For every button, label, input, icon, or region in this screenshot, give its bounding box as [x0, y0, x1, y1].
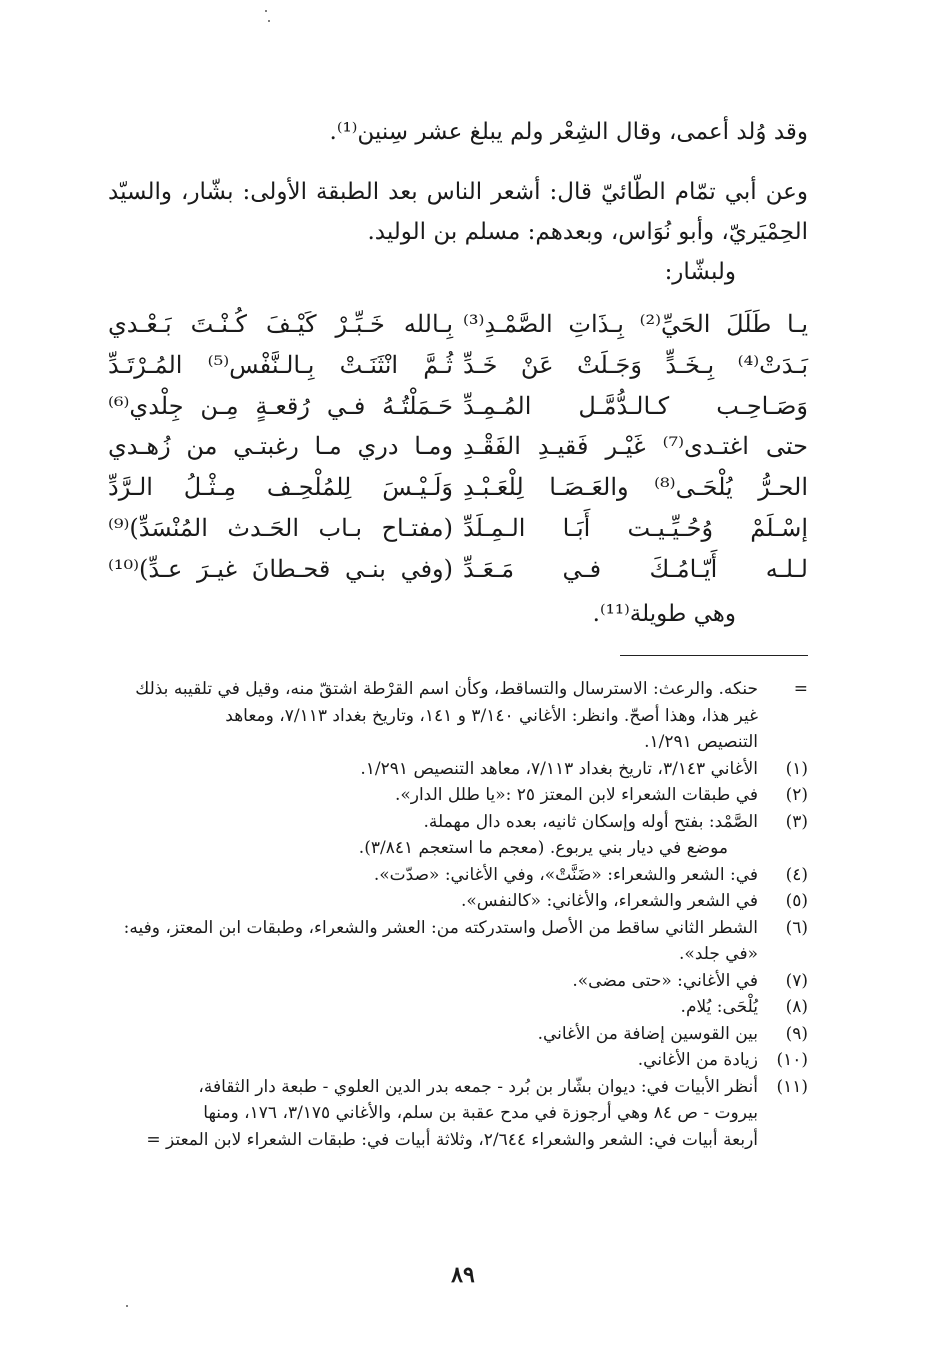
- footnote-number: (٩): [785, 1023, 808, 1044]
- footnote-number: (٧): [785, 970, 808, 991]
- footnote-line: «في جلد».: [679, 944, 758, 964]
- footnote-3: [108, 809, 808, 862]
- verse-hemistich: لـلـه أَيّـامُـكَ فـي مَـعَـدِّ: [463, 554, 808, 583]
- footnote-line: أنظر الأبيات في: ديوان بشّار بن بُرد - جمعه بدر الدين العلوي - طبعة دار الثقافة،: [198, 1076, 758, 1097]
- footnote-continuation: [108, 676, 808, 756]
- footnote-line: في الشعر والشعراء، والأغاني: «كالنفس».: [460, 891, 758, 911]
- footnote-number: (٤): [785, 864, 808, 885]
- verse-hemistich: يـا طَلَلَ الحَيِّ⁽²⁾ بِـذَاتِ الصَّمْـدِ⁽³⁾: [463, 310, 808, 338]
- footnote-line: غير هذا، وهذا أصحّ. وانظر: الأغاني ٣/١٤٠ و ١٤١، وتاريخ بغداد ٧/١١٣، ومعاهد: [225, 705, 758, 726]
- footnote-6: [108, 915, 808, 968]
- footnote-line: زيادة من الأغاني.: [637, 1050, 758, 1070]
- verse-hemistich: ثُـمَّ انْثَنَـتْ بِـالـنَّفْس⁽⁵⁾ المُـرْتَـدِّ: [108, 350, 453, 379]
- verse-hemistich: ومـا دري مـا رغبتـي من زُهـدي: [108, 432, 453, 461]
- poem-left-column: [108, 304, 453, 590]
- footnote-8: [108, 994, 808, 1021]
- footnote-5: [108, 888, 808, 915]
- verse-hemistich: حتى اغتـدى⁽⁷⁾ غَيْـر فَقيـدِ الفَقْـدِ: [463, 432, 808, 461]
- footnote-line: بيروت - ص ٨٤ وهي أرجوزة في مدح عقبة بن سلم، والأغاني ٣/١٧٥، ١٧٦، ومنها: [203, 1103, 758, 1123]
- verse-hemistich: (وفي بنـي قحـطانَ غيـرَ عـدِّ)⁽¹⁰⁾: [108, 554, 453, 583]
- footnote-line: التنصيص ١/٢٩١.: [644, 732, 758, 752]
- footnote-line: الأغاني ٣/١٤٣، تاريخ بغداد ٧/١١٣، معاهد التنصيص ١/٢٩١.: [360, 758, 758, 779]
- footnote-line: الشطر الثاني ساقط من الأصل واستدركته من: العشر والشعراء، وطبقات ابن المعتز، وفيه:: [123, 917, 758, 938]
- verse-hemistich: بِـالله خَـبِّـرْ كَيْـفَ كُـنْـتَ بَـعْـدي: [108, 310, 453, 338]
- footnote-line: في: الشعر والشعراء: «ضَنَّتْ»، وفي الأغاني: «صدّت».: [373, 864, 758, 885]
- footnote-line: حنكه. والرعث: الاسترسال والتساقط، وكأن اسم القرْطة اشتقّ منه، وقيل في تلقيبه بذلك: [135, 679, 758, 699]
- footnote-number: (١): [785, 758, 808, 779]
- scan-speck: [126, 1305, 128, 1307]
- footnote-number: (١٠): [776, 1050, 808, 1070]
- footnote-line: الصَّمْد: بفتح أوله وإسكان ثانيه، بعده دال مهملة.: [423, 811, 758, 832]
- footnote-number: (٨): [785, 997, 808, 1017]
- verse-hemistich: وَلَـيْـسَ لِلمُلْحِـف مِـثْـلُ الـرَّدِّ: [108, 473, 453, 502]
- footnote-divider: [620, 655, 808, 656]
- footnote-number: (٢): [785, 785, 808, 805]
- verse-hemistich: وَصَـاحِـب كـالـدُّمَّـل المُـمِـدِّ: [463, 391, 808, 420]
- poem: [108, 304, 808, 634]
- verse-hemistich: بَـدَتْ⁽⁴⁾ بِـخَـدٍّ وَجَـلَتْ عَنْ خَـدِّ: [463, 350, 808, 379]
- verse-hemistich: حَـمَلْتُـهُ فـي رُقعـةٍ مِـن جِلْدي⁽⁶⁾: [108, 391, 453, 420]
- footnotes: [108, 676, 808, 1153]
- verse-hemistich: (مفتـاح بـاب الحَـدث المُنْسَدِّ)⁽⁹⁾: [108, 513, 453, 542]
- scan-speck: [268, 20, 270, 22]
- footnote-number: (٣): [785, 811, 808, 832]
- verse-hemistich: إسْـلَمْ وُحُـيِّـيـت أَبَـا الـمِـلَدِّ: [463, 513, 808, 542]
- poem-right-column: [463, 304, 808, 590]
- footnote-1: [108, 756, 808, 783]
- footnote-number: =: [793, 679, 808, 699]
- footnote-line: في طبقات الشعراء لابن المعتز ٢٥ :«يا طلل الدار».: [394, 785, 758, 805]
- footnote-11: [108, 1074, 808, 1154]
- footnote-number: (٦): [785, 917, 808, 938]
- footnote-number: (٥): [785, 891, 808, 911]
- footnote-number: (١١): [776, 1076, 808, 1097]
- footnote-10: [108, 1047, 808, 1074]
- poem-closing-note: وهي طويلة⁽¹¹⁾.: [592, 601, 736, 627]
- footnote-7: [108, 968, 808, 995]
- paragraph-birth: وقد وُلد أعمى، وقال الشِعْر ولم يبلغ عشر سِنين⁽¹⁾.: [329, 119, 808, 145]
- paragraph-abu-tammam: وعن أبي تمّام الطّائيّ قال: أشعر الناس بعد الطبقة الأولى: بشّار، والسيّد الحِمْيَريّ، وأبو نُوَاس، وبعدهم: مسلم بن الوليد.: [108, 179, 808, 245]
- footnote-2: [108, 782, 808, 809]
- scan-speck: [265, 10, 267, 12]
- footnote-9: [108, 1021, 808, 1048]
- page-number: ٨٩: [451, 1262, 475, 1288]
- footnote-line: أربعة أبيات في: الشعر والشعراء ٢/٦٤٤، وثلاثة أبيات في: طبقات الشعراء لابن المعتز =: [146, 1129, 758, 1150]
- footnote-line: يُلْحَى: يُلام.: [680, 997, 758, 1017]
- footnote-line: موضع في ديار بني يربوع. (معجم ما استعجم ٣/٨٤١).: [358, 838, 728, 858]
- verse-hemistich: الحـرُّ يُلْحَـى⁽⁸⁾ والعَـصَـا لِلْعَـبْـدِ: [463, 473, 808, 502]
- footnote-line: في الأغاني: «حتى مضى».: [572, 970, 758, 991]
- paragraph-poem-intro: ولبشّار:: [664, 259, 736, 285]
- footnote-4: [108, 862, 808, 889]
- footnote-line: بين القوسين إضافة من الأغاني.: [537, 1023, 758, 1044]
